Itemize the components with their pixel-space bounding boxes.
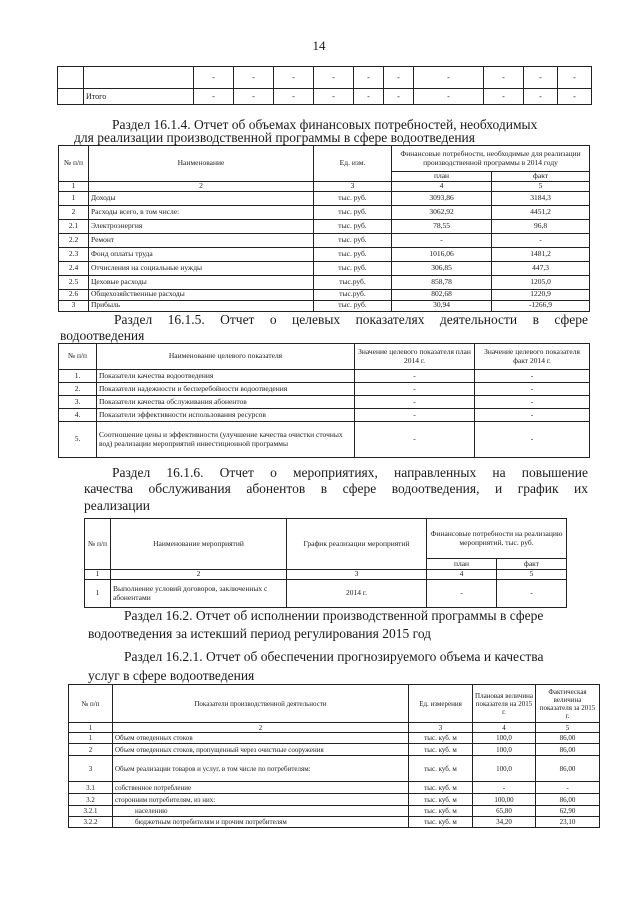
col-schedule-header: График реализации мероприятий <box>287 519 427 570</box>
cell-plan: 3062,92 <box>392 205 492 219</box>
cell-value: - <box>354 67 384 89</box>
cell-value: - <box>384 89 414 105</box>
cell-fact: - <box>475 409 590 422</box>
cell-name: Объем отведенных стоков <box>113 733 409 744</box>
cell-plan: 100,00 <box>473 794 536 806</box>
table-row <box>69 794 600 806</box>
cell-plan: - <box>473 782 536 794</box>
table-row <box>69 744 600 756</box>
cell-unit: тыс. куб. м <box>409 782 473 794</box>
cell-name: Показатели эффективности использования ресурсов <box>97 409 355 422</box>
index-cell: 2 <box>113 723 409 733</box>
cell-plan: - <box>355 396 475 409</box>
cell-value: - <box>314 89 354 105</box>
index-cell: 3 <box>287 570 427 580</box>
section-16-1-6-title-line2: качества обслуживания абонентов в сфере водоотведения, и график их <box>84 481 588 496</box>
cell-unit: тыс.руб. <box>314 275 392 289</box>
cell-name: Выполнение условий договоров, заключенных с абонентами <box>111 580 287 608</box>
cell-fact: 86,00 <box>536 756 600 782</box>
col-plan-header: Плановая величина показателя на 2015 г. <box>473 685 536 723</box>
cell-unit: тыс. руб. <box>314 205 392 219</box>
cell-unit: тыс. куб. м <box>409 756 473 782</box>
col-fact-header: факт <box>492 172 590 182</box>
cell-name: Соотношение цены и эффективности (улучшение качества очистки сточных вод) реализации мероприятий инвестиционной программы <box>97 422 355 458</box>
cell-name: Показатели надежности и бесперебойности водоотведения <box>97 383 355 396</box>
index-cell: 4 <box>473 723 536 733</box>
cell-unit: тыс. куб. м <box>409 817 473 828</box>
cell-num: 3.2.1 <box>69 806 113 817</box>
cell-name: Общехозяйственные расходы <box>89 289 314 300</box>
cell-unit: тыс. куб. м <box>409 806 473 817</box>
index-cell: 4 <box>427 570 497 580</box>
cell-name: Доходы <box>89 191 314 205</box>
cell-fact: - <box>475 396 590 409</box>
col-num-header: № п/п <box>85 519 111 570</box>
cell-num <box>58 67 84 89</box>
index-cell: 3 <box>409 723 473 733</box>
cell-unit: тыс. руб. <box>314 300 392 311</box>
cell-fact: 4451,2 <box>492 205 590 219</box>
cell-num: 2.3 <box>59 247 89 261</box>
section-16-1-6-title-line1: Раздел 16.1.6. Отчет о мероприятиях, направленных на повышение <box>112 465 588 480</box>
table-row <box>59 370 590 383</box>
cell-fact: 86,00 <box>536 794 600 806</box>
index-cell: 2 <box>89 182 314 192</box>
cell-name: Отчисления на социальные нужды <box>89 261 314 275</box>
cell-name: Прибыль <box>89 300 314 311</box>
col-num-header: № п/п <box>69 685 113 723</box>
cell-value: - <box>414 67 484 89</box>
index-row <box>85 570 567 580</box>
cell-plan: 34,20 <box>473 817 536 828</box>
cell-num: 1 <box>85 580 111 608</box>
table-row <box>59 261 590 275</box>
cell-name: Объем отведенных стоков, пропущенный через очистные сооружения <box>113 744 409 756</box>
section-16-1-4-title-line1: Раздел 16.1.4. Отчет об объемах финансовых потребностей, необходимых <box>112 117 538 132</box>
section-16-2-title-line1: Раздел 16.2. Отчет об исполнении производственной программы в сфере <box>124 608 544 623</box>
table-row <box>59 383 590 396</box>
cell-value: - <box>274 89 314 105</box>
cell-name: Итого <box>84 89 194 105</box>
table-row <box>58 89 592 105</box>
cell-plan: - <box>355 383 475 396</box>
section-16-1-6-title <box>84 465 588 497</box>
cell-name: Электроэнергия <box>89 219 314 233</box>
cell-name: собственное потребление <box>113 782 409 794</box>
cell-num <box>58 89 84 105</box>
section-16-2-1-title-line2: услуг в сфере водоотведения <box>88 668 255 683</box>
col-fact-header: факт <box>497 559 567 570</box>
table-row <box>69 733 600 744</box>
cell-num: 2. <box>59 383 97 396</box>
index-cell: 3 <box>314 182 392 192</box>
cell-plan: 1016,06 <box>392 247 492 261</box>
cell-name: бюджетным потребителям и прочим потребителям <box>113 817 409 828</box>
section-16-1-5-title-line2: водоотведения <box>60 328 145 343</box>
target-indicators-table <box>58 343 589 458</box>
cell-unit: тыс. куб. м <box>409 744 473 756</box>
production-indicators-table <box>68 684 599 828</box>
cell-plan: 65,80 <box>473 806 536 817</box>
cell-plan: 3093,86 <box>392 191 492 205</box>
cell-fact: 3184,3 <box>492 191 590 205</box>
index-cell: 4 <box>392 182 492 192</box>
cell-value: - <box>194 89 234 105</box>
cell-unit: тыс. руб. <box>314 191 392 205</box>
cell-value: - <box>384 67 414 89</box>
cell-num: 3. <box>59 396 97 409</box>
table-row <box>59 233 590 247</box>
cell-value: - <box>524 89 558 105</box>
cell-unit: тыс. руб. <box>314 261 392 275</box>
cell-fact: 86,00 <box>536 733 600 744</box>
cell-name: Фонд оплаты труда <box>89 247 314 261</box>
col-plan-header: план <box>392 172 492 182</box>
cell-fact: 62,90 <box>536 806 600 817</box>
cell-num: 1. <box>59 370 97 383</box>
cell-fact: 96,8 <box>492 219 590 233</box>
cell-unit: тыс. куб. м <box>409 733 473 744</box>
cell-name: Ремонт <box>89 233 314 247</box>
index-cell: 1 <box>85 570 111 580</box>
cell-name: Показатели качества водоотведения <box>97 370 355 383</box>
table-row <box>59 275 590 289</box>
table-row <box>69 782 600 794</box>
cell-value: - <box>484 89 524 105</box>
index-cell: 5 <box>492 182 590 192</box>
table-row <box>59 289 590 300</box>
cell-value: - <box>524 67 558 89</box>
cell-num: 2.2 <box>59 233 89 247</box>
col-plan-header: Значение целевого показателя план 2014 г. <box>355 344 475 370</box>
table-row <box>59 300 590 311</box>
cell-fact: 447,3 <box>492 261 590 275</box>
col-num-header: № п/п <box>59 344 97 370</box>
index-cell: 1 <box>69 723 113 733</box>
cell-num: 2.5 <box>59 275 89 289</box>
cell-name <box>84 67 194 89</box>
table-row <box>59 247 590 261</box>
index-cell: 5 <box>536 723 600 733</box>
cell-name: Показатели качества обслуживания абонентов <box>97 396 355 409</box>
cell-fact: 1205,0 <box>492 275 590 289</box>
cell-num: 1 <box>69 733 113 744</box>
col-name-header: Наименование целевого показателя <box>97 344 355 370</box>
table-row <box>59 409 590 422</box>
cell-unit: тыс. руб. <box>314 219 392 233</box>
page-number: 14 <box>312 38 326 53</box>
table-row <box>58 67 592 89</box>
cell-num: 2 <box>69 744 113 756</box>
cell-value: - <box>414 89 484 105</box>
cell-name: Расходы всего, в том числе: <box>89 205 314 219</box>
cell-value: - <box>234 67 274 89</box>
cell-fact: - <box>475 422 590 458</box>
cell-plan: 100,0 <box>473 733 536 744</box>
cell-value: - <box>234 89 274 105</box>
col-fact-header: Фактическая величина показателя за 2015 г. <box>536 685 600 723</box>
cell-fact: 1220,9 <box>492 289 590 300</box>
index-cell: 1 <box>59 182 89 192</box>
cell-plan: 78,55 <box>392 219 492 233</box>
cell-value: - <box>274 67 314 89</box>
section-16-1-5-title-line1: Раздел 16.1.5. Отчет о целевых показателях деятельности в сфере <box>114 312 588 327</box>
cell-fact: 86,00 <box>536 744 600 756</box>
cell-plan: 802,68 <box>392 289 492 300</box>
cell-num: 3.2.2 <box>69 817 113 828</box>
table-row <box>85 580 567 608</box>
col-needs-header: Финансовые потребности, необходимые для реализации производственной программы в 2014 году <box>392 146 590 172</box>
cell-fact: 23,10 <box>536 817 600 828</box>
col-plan-header: план <box>427 559 497 570</box>
index-cell: 2 <box>111 570 287 580</box>
table-row <box>59 219 590 233</box>
cell-fact: - <box>536 782 600 794</box>
cell-unit: тыс. руб. <box>314 247 392 261</box>
cell-plan: - <box>427 580 497 608</box>
cell-plan: 858,78 <box>392 275 492 289</box>
section-16-1-5-title <box>58 312 588 328</box>
col-name-header: Наименование мероприятий <box>111 519 287 570</box>
cell-num: 1 <box>59 191 89 205</box>
index-row <box>59 182 590 192</box>
cell-num: 3 <box>69 756 113 782</box>
cell-fact: - <box>475 383 590 396</box>
col-unit-header: Ед. измерения <box>409 685 473 723</box>
table-row <box>69 817 600 828</box>
cell-num: 2.6 <box>59 289 89 300</box>
cell-plan: - <box>392 233 492 247</box>
cell-fact: - <box>492 233 590 247</box>
cell-value: - <box>314 67 354 89</box>
cell-num: 3.2 <box>69 794 113 806</box>
cell-num: 2.4 <box>59 261 89 275</box>
table-row <box>59 191 590 205</box>
table-row <box>59 205 590 219</box>
cell-name: сторонним потребителям, из них: <box>113 794 409 806</box>
top-table <box>57 66 591 105</box>
cell-plan: 100,0 <box>473 756 536 782</box>
section-16-1-6-title-line3: реализации <box>84 498 150 513</box>
cell-num: 2.1 <box>59 219 89 233</box>
cell-fact: -1266,9 <box>492 300 590 311</box>
cell-value: - <box>558 67 592 89</box>
cell-fact: - <box>497 580 567 608</box>
cell-num: 3.1 <box>69 782 113 794</box>
section-16-2-title-line2: водоотведения за истекший период регулирования 2015 год <box>88 626 432 641</box>
col-needs-header: Финансовые потребности на реализацию мероприятий, тыс. руб. <box>427 519 567 559</box>
cell-plan: - <box>355 409 475 422</box>
col-unit-header: Ед. изм. <box>314 146 392 182</box>
cell-name: населению <box>113 806 409 817</box>
cell-value: - <box>484 67 524 89</box>
cell-num: 4. <box>59 409 97 422</box>
table-row <box>69 806 600 817</box>
section-16-2-1-title-line1: Раздел 16.2.1. Отчет об обеспечении прогнозируемого объема и качества <box>124 649 544 664</box>
table-row <box>69 756 600 782</box>
index-row <box>69 723 600 733</box>
cell-num: 2 <box>59 205 89 219</box>
cell-num: 5. <box>59 422 97 458</box>
cell-value: - <box>558 89 592 105</box>
cell-unit: тыс. руб. <box>314 233 392 247</box>
cell-plan: - <box>355 370 475 383</box>
cell-value: - <box>194 67 234 89</box>
index-cell: 5 <box>497 570 567 580</box>
cell-schedule: 2014 г. <box>287 580 427 608</box>
cell-plan: 100,0 <box>473 744 536 756</box>
col-num-header: № п/п <box>59 146 89 182</box>
cell-plan: - <box>355 422 475 458</box>
section-16-1-4-title-line2: для реализации производственной программы в сфере водоотведения <box>74 130 475 145</box>
col-name-header: Показатели производственной деятельности <box>113 685 409 723</box>
cell-plan: 306,85 <box>392 261 492 275</box>
measures-table <box>84 518 566 608</box>
table-row <box>59 422 590 458</box>
finance-needs-table <box>58 145 589 312</box>
col-fact-header: Значение целевого показателя факт 2014 г. <box>475 344 590 370</box>
cell-unit: тыс. куб. м <box>409 794 473 806</box>
cell-fact: 1481,2 <box>492 247 590 261</box>
col-name-header: Наименование <box>89 146 314 182</box>
cell-unit: тыс.руб. <box>314 289 392 300</box>
cell-name: Цеховые расходы <box>89 275 314 289</box>
cell-value: - <box>354 89 384 105</box>
cell-plan: 30,94 <box>392 300 492 311</box>
cell-num: 3 <box>59 300 89 311</box>
table-row <box>59 396 590 409</box>
cell-fact: - <box>475 370 590 383</box>
cell-name: Объем реализации товаров и услуг, в том числе по потребителям: <box>113 756 409 782</box>
